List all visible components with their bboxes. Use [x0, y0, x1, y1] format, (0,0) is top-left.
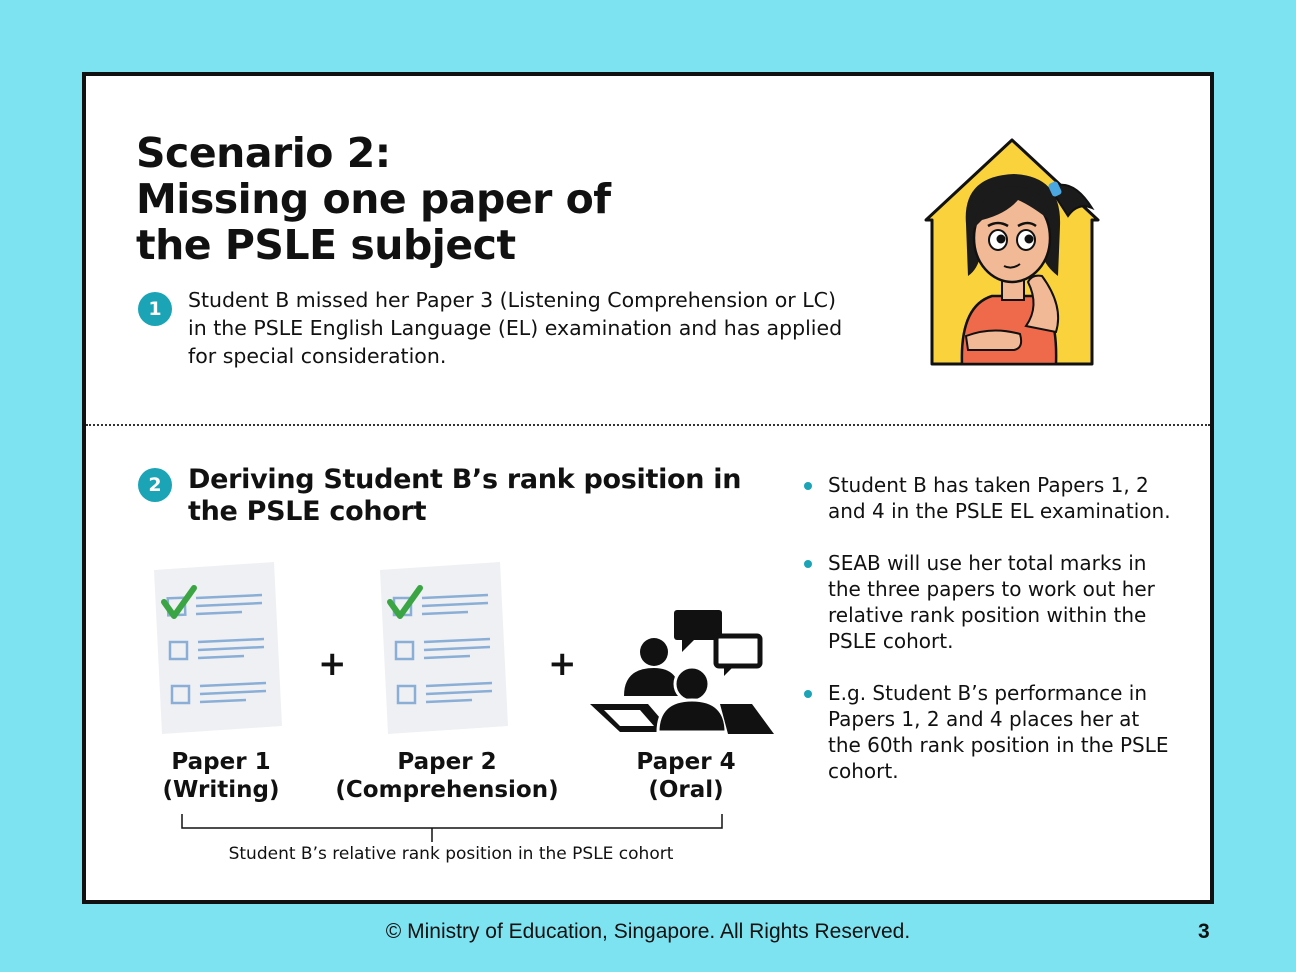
student-b-illustration — [922, 136, 1102, 368]
section-divider — [86, 424, 1210, 426]
copyright-footer: © Ministry of Education, Singapore. All Rights Reserved. — [385, 920, 911, 943]
grouping-bracket — [180, 812, 726, 844]
oral-exam-icon — [588, 608, 776, 736]
paper-2-name: Paper 2 — [397, 749, 497, 775]
paper-4-label — [616, 748, 756, 804]
paper-2-subtitle: (Comprehension) — [335, 777, 559, 803]
paper-1-sheet-icon — [150, 562, 286, 734]
paper-4-name: Paper 4 — [636, 749, 736, 775]
plus-sign-1: + — [318, 644, 347, 684]
title-line-3: the PSLE subject — [136, 221, 516, 269]
bullet-item: E.g. Student B’s performance in Papers 1, 2 and 4 places her at the 60th rank position in the PSLE cohort. — [804, 680, 1174, 784]
step-1-text: Student B missed her Paper 3 (Listening Comprehension or LC) in the PSLE English Language (EL) examination and has applied for special consideration. — [188, 288, 843, 368]
paper-4-subtitle: (Oral) — [648, 777, 724, 803]
bracket-caption: Student B’s relative rank position in the PSLE cohort — [228, 844, 674, 864]
explanation-bullets — [804, 472, 1174, 810]
title-line-2: Missing one paper of — [136, 175, 611, 223]
page-title — [136, 130, 611, 268]
paper-1-label — [146, 748, 296, 804]
plus-sign-2: + — [548, 644, 577, 684]
step-2-badge: 2 — [138, 468, 172, 502]
paper-2-sheet-icon — [376, 562, 512, 734]
step-2-heading: Deriving Student B’s rank position in the PSLE cohort — [188, 464, 742, 527]
bullet-item: Student B has taken Papers 1, 2 and 4 in the PSLE EL examination. — [804, 472, 1174, 524]
step-1-badge: 1 — [138, 292, 172, 326]
title-line-1: Scenario 2: — [136, 129, 391, 177]
page-number: 3 — [1198, 920, 1210, 943]
content-card — [82, 72, 1214, 904]
bullet-item: SEAB will use her total marks in the three papers to work out her relative rank position within the PSLE cohort. — [804, 550, 1174, 654]
paper-1-name: Paper 1 — [171, 749, 271, 775]
paper-1-subtitle: (Writing) — [162, 777, 280, 803]
paper-2-label — [332, 748, 562, 804]
